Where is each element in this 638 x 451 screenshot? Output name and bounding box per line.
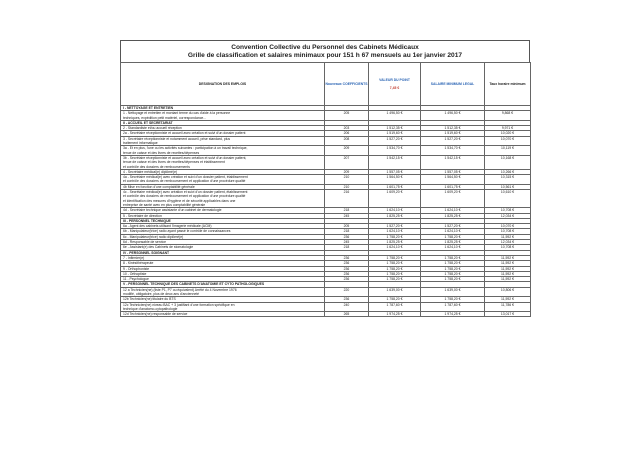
cell-salaire: 1 527,20 € (421, 224, 485, 229)
designation-line: III - PERSONNEL TECHNIQUE (123, 218, 171, 223)
designation-line: 6d - Responsable de service (123, 240, 166, 245)
title-line-2: Grille de classification et salaires minimaux pour 151 h 67 mensuels au 1er janvier 2017 (187, 52, 463, 59)
cell-coef: 218 (325, 229, 369, 234)
cell-salaire: 1 758,20 € (421, 255, 485, 260)
cell-point: 1 758,20 € (369, 255, 421, 260)
cell-point: 1 527,20 € (369, 224, 421, 229)
cell-coef: 236 (325, 266, 369, 271)
designation-line: entreprise de santé avec en plus comptabilité générale (123, 202, 206, 207)
cell-salaire: 1 542,15 € (421, 155, 485, 169)
cell-salaire: 1 609,20 € (421, 190, 485, 208)
cell-taux: 10,708 € (485, 208, 531, 213)
cell-point: 1 609,20 € (369, 190, 421, 208)
cell-coef: 218 (325, 245, 369, 250)
cell-coef: 210 (325, 184, 369, 189)
cell-point: 1 601,75 € (369, 184, 421, 189)
cell-coef: 210 (325, 175, 369, 185)
cell-salaire: 1 601,75 € (421, 184, 485, 189)
cell-salaire: 1 527,20 € (421, 136, 485, 146)
designation-line: 12b Technicien(ne) titulaire du BTS (123, 297, 176, 302)
cell-point: 1 534,70 € (369, 146, 421, 156)
designation-line: 4b Mise en fonction d'une comptabilité générale (123, 184, 195, 189)
cell-taux: 10,266 € (485, 169, 531, 174)
designation-line: 4 - Secrétaire médical(e) diplômé(e) (123, 169, 178, 174)
cell-point: 1 496,50 € (369, 111, 421, 121)
cell-taux: 11,786 € (485, 302, 531, 312)
cell-salaire: 1 534,70 € (421, 146, 485, 156)
cell-salaire: 1 758,20 € (421, 261, 485, 266)
col-coefficients (325, 63, 369, 106)
cell-taux: 11,592 € (485, 234, 531, 239)
cell-point: 1 758,20 € (369, 261, 421, 266)
cell-salaire: 1 624,10 € (421, 208, 485, 213)
table-row (121, 175, 531, 185)
cell-coef: 236 (325, 277, 369, 282)
designation-line: 3a - Et en plus, l'une ou les activités suivantes : participation à un travail technique, (123, 146, 248, 151)
designation-line: traitement informatique (123, 141, 158, 146)
col-hourly-rate: Taux horaire minimum (485, 63, 531, 106)
table-row (121, 155, 531, 169)
cell-salaire: 1 624,10 € (421, 245, 485, 250)
designation-line: techniques, expédition petit matériel, correspondance... (123, 115, 207, 120)
cell-coef: 236 (325, 255, 369, 260)
cell-point: 1 758,20 € (369, 234, 421, 239)
job-designation (121, 302, 325, 312)
cell-taux: 11,592 € (485, 297, 531, 302)
cell-coef: 209 (325, 169, 369, 174)
designation-line: V - PERSONNEL TECHNIQUE DES CABINETS D'ANATOMIE ET CYTO PATHOLOGIQUES (123, 282, 265, 287)
cell-salaire: 1 512,35 € (421, 126, 485, 131)
cell-taux: 13,017 € (485, 312, 531, 317)
cell-coef: 208 (325, 136, 369, 146)
cell-coef: 218 (325, 208, 369, 213)
table-row (121, 312, 531, 317)
cell-point: 1 624,10 € (369, 245, 421, 250)
designation-line: 4c - Secrétaire médical(e) avec création et suivi d'un dossier patient, établissement (123, 190, 248, 195)
cell-salaire: 1 758,20 € (421, 234, 485, 239)
cell-coef: 216 (325, 190, 369, 208)
cell-point: 1 542,15 € (369, 155, 421, 169)
designation-line: 1 - Nettoyage et entretien et montant terme du cas d'aide à la personne (123, 111, 231, 116)
cell-taux: 11,592 € (485, 261, 531, 266)
salary-grid-sheet (120, 40, 530, 317)
cell-taux: 10,070 € (485, 136, 531, 146)
cell-point: 1 564,50 € (369, 175, 421, 185)
cell-taux: 9,971 € (485, 126, 531, 131)
cell-salaire: 1 624,10 € (421, 229, 485, 234)
cell-salaire: 1 496,50 € (421, 111, 485, 121)
job-designation (121, 175, 325, 185)
designation-line: et identification des mesures d'hygiène et de sécurité applicables dans une (123, 198, 236, 203)
cell-salaire: 1 825,25 € (421, 213, 485, 218)
job-designation (121, 287, 325, 297)
cell-salaire: 1 787,60 € (421, 302, 485, 312)
designation-line: 8 - Kinésithérapeute (123, 261, 154, 266)
cell-taux: 11,592 € (485, 255, 531, 260)
cell-coef: 205 (325, 111, 369, 121)
designation-line: 4a - Secrétaire médical(e) avec création et suivi d'un dossier patient, établissement (123, 175, 248, 180)
designation-line: et contrôle des dossiers de remboursement et application d'une procédure qualité (123, 194, 246, 199)
col-salary-label: SALAIRE MINIMUM LEGAL (430, 81, 475, 86)
designation-line: et contrôle des dossiers de remboursement et application d'une procédure qualité (123, 179, 246, 184)
cell-coef: 203 (325, 126, 369, 131)
cell-taux: 10,119 € (485, 146, 531, 156)
cell-salaire: 1 758,20 € (421, 271, 485, 276)
document-header (120, 40, 530, 62)
designation-line: 10 - Orthoptiste (123, 271, 147, 276)
cell-coef: 206 (325, 131, 369, 136)
cell-point: 1 519,60 € (369, 131, 421, 136)
cell-salaire: 1 564,50 € (421, 175, 485, 185)
designation-line: 4d - Secrétaire technique assistante d'un cabinet de dermatologie (123, 208, 222, 213)
table-row (121, 190, 531, 208)
cell-salaire: 1 758,20 € (421, 277, 485, 282)
cell-taux: 10,020 € (485, 131, 531, 136)
cell-coef: 236 (325, 271, 369, 276)
cell-taux: 11,592 € (485, 271, 531, 276)
title-line-1: Convention Collective du Personnel des Cabinets Médicaux (231, 44, 419, 51)
cell-point: 1 974,25 € (369, 312, 421, 317)
table-row (121, 287, 531, 297)
col-coef-label: Nouveaux COEFFICIENTS (325, 81, 368, 86)
cell-point: 1 825,25 € (369, 213, 421, 218)
cell-point: 1 758,20 € (369, 277, 421, 282)
cell-point: 1 825,25 € (369, 240, 421, 245)
table-row (121, 111, 531, 121)
cell-taux: 10,070 € (485, 224, 531, 229)
designation-line: tenue de caisse et des livres de recettes/dépenses et établissement (123, 160, 225, 165)
cell-point: 1 624,10 € (369, 229, 421, 234)
designation-line: II - ACCUEIL ET SECRETARIAT (123, 120, 173, 125)
cell-taux: 10,708 € (485, 229, 531, 234)
cell-taux: 10,315 € (485, 175, 531, 185)
cell-coef: 236 (325, 261, 369, 266)
cell-point: 1 639,00 € (369, 287, 421, 297)
classification-table (120, 62, 531, 317)
designation-line: 6a - Agent des cabinets utilisant l'imagerie médicale (ACM) (123, 224, 212, 229)
cell-coef: 240 (325, 302, 369, 312)
cell-point: 1 512,35 € (369, 126, 421, 131)
table-row (121, 136, 531, 146)
designation-line: 7 - Infirmier(e) (123, 255, 145, 260)
designation-line: modifié, obligatoire, plus de deux ans d'ancienneté (123, 291, 200, 296)
cell-salaire: 1 519,60 € (421, 131, 485, 136)
col-point-value (369, 63, 421, 106)
cell-coef: 265 (325, 312, 369, 317)
col-point-label: VALEUR DU POINT (379, 77, 410, 82)
cell-point: 1 557,05 € (369, 169, 421, 174)
designation-line: 3 - Secrétaire réceptionniste et notamment accueil, prise standard, plus (123, 136, 231, 141)
designation-line: 6b - Manipulateur(trice) radio ayant passé le contrôle de connaissances (123, 229, 231, 234)
cell-point: 1 758,20 € (369, 271, 421, 276)
designation-line: technique d'anatomo-cytopathologie (123, 306, 178, 311)
designation-line: tenue de caisse et des livres de recettes/dépenses (123, 150, 200, 155)
cell-salaire: 1 758,20 € (421, 266, 485, 271)
cell-taux: 10,168 € (485, 155, 531, 169)
cell-taux: 11,592 € (485, 277, 531, 282)
designation-line: 12d Technicien(ne) responsable de service (123, 312, 188, 317)
cell-taux: 12,034 € (485, 213, 531, 218)
designation-line: 3b - Secrétaire réceptionniste et accueil avec création et suivi d'un dossier patient, (123, 155, 247, 160)
point-value: 7,45 € (389, 86, 400, 90)
table-row (121, 302, 531, 312)
cell-taux: 10,610 € (485, 190, 531, 208)
cell-salaire: 1 974,25 € (421, 312, 485, 317)
designation-line: I - NETTOYAGE ET ENTRETIEN (123, 106, 174, 110)
designation-line: et contrôle des dossiers de remboursements (123, 164, 190, 169)
designation-line: IV - PERSONNEL SOIGNANT (123, 250, 170, 255)
job-designation (121, 155, 325, 169)
cell-point: 1 624,10 € (369, 208, 421, 213)
cell-salaire: 1 639,00 € (421, 287, 485, 297)
job-designation (121, 111, 325, 121)
cell-point: 1 758,20 € (369, 266, 421, 271)
cell-taux: 10,708 € (485, 245, 531, 250)
cell-coef: 236 (325, 234, 369, 239)
col-designation: DESIGNATION DES EMPLOIS (121, 63, 325, 106)
cell-salaire: 1 758,20 € (421, 297, 485, 302)
designation-line: 2 - Standardiste et/ou accueil réception (123, 126, 182, 131)
cell-coef: 205 (325, 224, 369, 229)
cell-taux: 12,034 € (485, 240, 531, 245)
cell-taux: 9,868 € (485, 111, 531, 121)
cell-point: 1 527,20 € (369, 136, 421, 146)
designation-line: 12 a Technicien(ne) (liste P1, P7 ou équivalent) Arrêté du 4 Novembre 1976 (123, 287, 237, 292)
cell-point: 1 787,60 € (369, 302, 421, 312)
designation-line: 11 - Psychologue (123, 277, 149, 282)
job-designation (121, 312, 325, 317)
table-row (121, 146, 531, 156)
designation-line: 2a - Secrétaire réceptionniste et accueil avec création et suivi d'un dossier patient (123, 131, 246, 136)
designation-line: 12c Technicien(ne) niveau BAC + 3 justifiant d'une formation spécifique en (123, 302, 235, 307)
cell-taux: 10,806 € (485, 287, 531, 297)
job-designation (121, 146, 325, 156)
col-salary-min (421, 63, 485, 106)
cell-salaire: 1 557,05 € (421, 169, 485, 174)
cell-coef: 236 (325, 297, 369, 302)
designation-line: 5 - Secrétaire de direction (123, 213, 162, 218)
cell-coef: 207 (325, 155, 369, 169)
cell-taux: 11,592 € (485, 266, 531, 271)
cell-coef: 245 (325, 240, 369, 245)
designation-line: 6c - Manipulateur(trice) radio diplômé(e) (123, 234, 184, 239)
cell-coef: 220 (325, 287, 369, 297)
designation-line: 9 - Orthophoniste (123, 266, 150, 271)
cell-salaire: 1 825,25 € (421, 240, 485, 245)
job-designation (121, 190, 325, 208)
cell-coef: 245 (325, 213, 369, 218)
cell-coef: 209 (325, 146, 369, 156)
designation-line: 6e - Assistant(e) des Cabinets de stomatologie (123, 245, 194, 250)
cell-point: 1 758,20 € (369, 297, 421, 302)
job-designation (121, 136, 325, 146)
cell-taux: 10,561 € (485, 184, 531, 189)
